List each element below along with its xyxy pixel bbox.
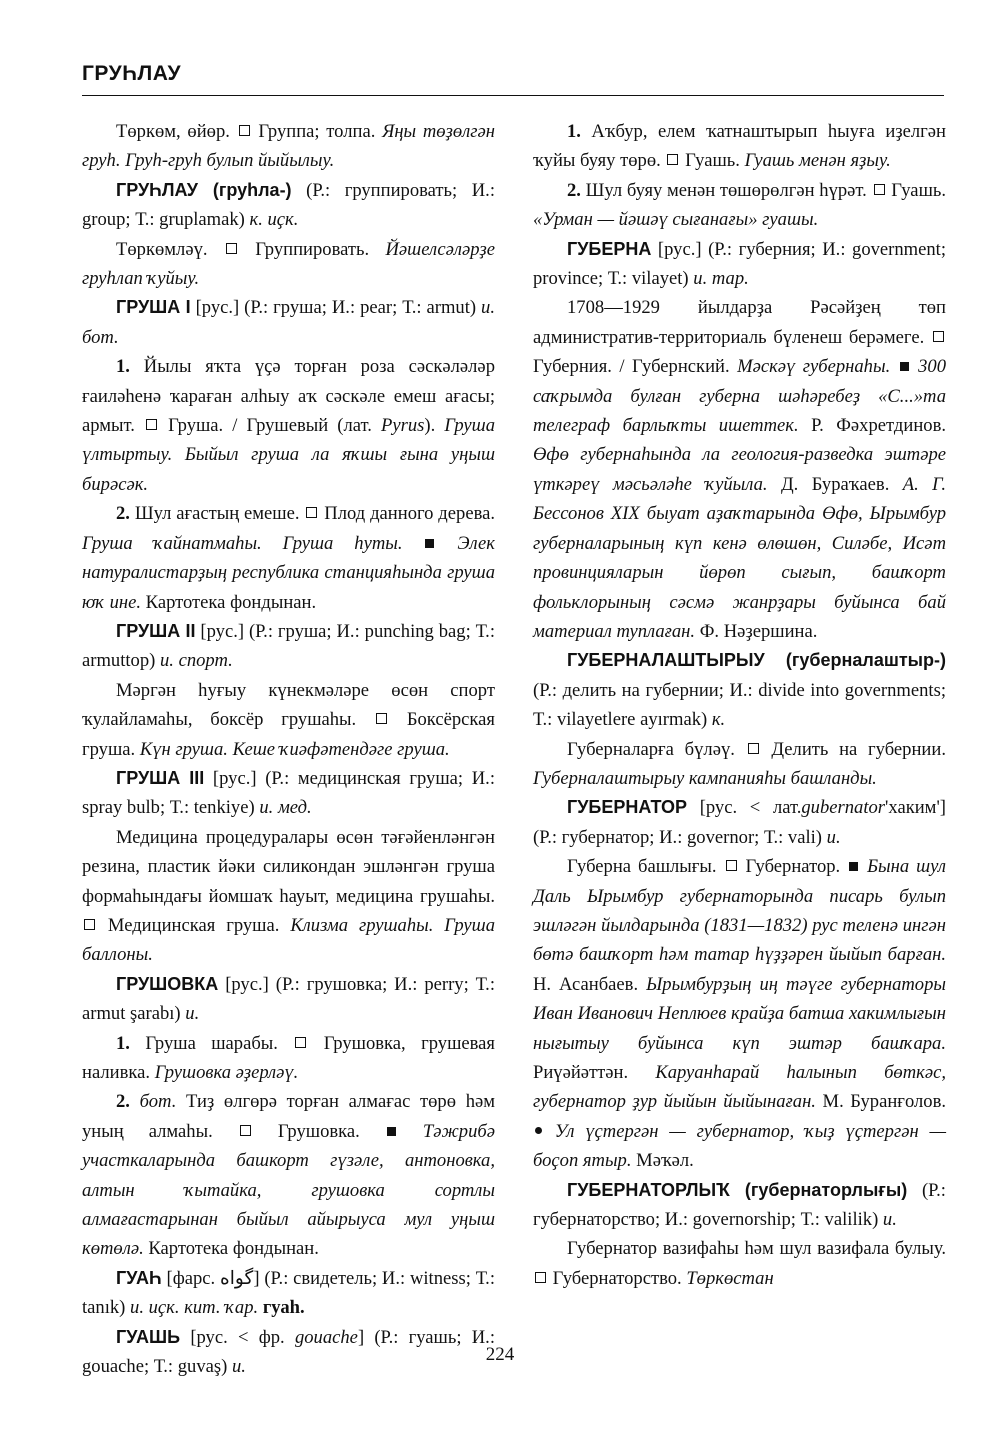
white-square-icon bbox=[376, 713, 387, 724]
white-square-icon bbox=[726, 860, 737, 871]
headword-entry: ГРУША I [рус.] (Р.: груша; И.: pear; Т.: armut) и. бот. bbox=[82, 297, 495, 348]
entry-paragraph: 2. Шул ағастың емеше. Плод данного дерева. Груша ҡайнатмаһы. Груша һуты. Элек натуралистарҙың республика станцияһында груша юҡ ине. Картотека фондынан. bbox=[82, 503, 496, 613]
header-rule bbox=[82, 95, 944, 96]
headword-entry: ГУБЕРНАЛАШТЫРЫУ (губерналаштыр-) (Р.: делить на губернии; И.: divide into governments; Т.: vilayetlere ayırmak) к. bbox=[533, 650, 946, 731]
entry-paragraph: 1. Аҡбур, елем ҡатнаштырып һыуға иҙелгән ҡуйы буяу төрө. Гуашь. Гуашь менән яҙыу. bbox=[533, 121, 946, 172]
entry-paragraph: Мәргән һуғыу күнекмәләре өсөн спорт ҡулайламаһы, боксёр грушаһы. Боксёрская груша. Күн груша. Кеше ҡиәфәтендәге груша. bbox=[82, 679, 495, 760]
headword-entry: ГУБЕРНАТОРЛЫҠ (губернаторлығы) (Р.: губернаторство; И.: governorship; Т.: valilik) и. bbox=[533, 1179, 946, 1231]
white-square-icon bbox=[306, 507, 317, 518]
white-square-icon bbox=[748, 743, 759, 754]
entry-paragraph: 2. Шул буяу менән төшөрөлгән һүрәт. Гуашь. «Урман — йәшәү сығанағы» гуашы. bbox=[533, 179, 947, 231]
white-square-icon bbox=[295, 1037, 306, 1048]
headword-entry: ГРУША III [рус.] (Р.: медицинская груша; И.: spray bulb; Т.: tenkiye) и. мед. bbox=[82, 767, 495, 819]
entry-paragraph: Төркөмләү. Группировать. Йәшелсәләрҙе груһлап ҡуйыу. bbox=[82, 238, 496, 290]
white-square-icon bbox=[874, 184, 885, 195]
entry-paragraph: Төркөм, өйөр. Группа; толпа. Яңы төҙөлгән груһ. Груһ-груһ булып йыйылыу. bbox=[82, 121, 495, 172]
white-square-icon bbox=[226, 243, 237, 254]
white-square-icon bbox=[933, 331, 944, 342]
headword-entry: ГУАҺ [фарс. گواه] (Р.: свидетель; И.: witness; Т.: tanık) и. иҫк. кит. ҡар. гуаһ. bbox=[82, 1267, 495, 1319]
bullet-icon bbox=[535, 1127, 542, 1134]
left-column bbox=[82, 117, 495, 1381]
black-square-icon bbox=[900, 362, 909, 371]
entry-paragraph: 1708—1929 йылдарҙа Рәсәйҙең төп административ-территориаль бүленеш берәмеге. Губерния. / Губернский. Мәскәү губернаһы. 300 саҡрымда булған губерна шәһәребеҙ «С...»та телеграф барлыҡты ишеттек. Р. Фәхретдинов. Өфө губернаһында ла геология-разведка эштәре үткәреү мәсьәләһе ҡуйыла. Д. Бураҡаев. А. Г. Бессонов XIX быуат аҙаҡтарында Өфө, Ырымбур губерналарының күп кенә өлөшөн, Силәбе, Исәт провинцияларын йөрөп сығып, башҡорт фольклорының сәсмә жанрҙары буйынса бай материал туплаған. Ф. Нәҙершина. bbox=[533, 297, 946, 642]
white-square-icon bbox=[239, 125, 250, 136]
entry-paragraph: Губерна башлығы. Губернатор. Бына шул Даль Ырымбур губернаторында писарь булып эшләгән йылдарында (1831—1832) рус теленә ингән бөтә башҡорт һәм татар һүҙҙәрен йыйып барған. Н. Асанбаев. Ырымбурҙың иң тәүге губернаторы Иван Иванович Неплюев крайҙа батша хакимлығын нығытыу буйынса күп эштәр башҡара. Риүәйәттән. Каруанһарай һалынып бөткәс, губернатор ҙур йыйын йыйынаған. М. Буранғолов. Ул үҫтергән — губернатор, ҡыҙ үҫтергән — боҫоп ятыр. Мәҡәл. bbox=[533, 856, 947, 1172]
headword-entry: ГРУША II [рус.] (Р.: груша; И.: punching bag; Т.: armuttop) и. спорт. bbox=[82, 620, 495, 672]
white-square-icon bbox=[146, 419, 157, 430]
black-square-icon bbox=[425, 539, 434, 548]
black-square-icon bbox=[849, 862, 858, 871]
entry-paragraph: Губернатор вазифаһы һәм шул вазифала булыу. Губернаторство. Төркөстан bbox=[533, 1234, 946, 1293]
right-column bbox=[533, 117, 946, 1293]
black-square-icon bbox=[387, 1127, 396, 1136]
entry-paragraph: 1. Груша шарабы. Грушовка, грушевая наливка. Грушовка әҙерләү. bbox=[82, 1032, 495, 1083]
running-head: ГРУҺЛАУ bbox=[82, 62, 182, 85]
entry-paragraph: 2. бот. Тиҙ өлгөрә торған алмағас төрө һәм уның алмаһы. Грушовка. Тәжрибә участкаларында башкорт гүзәле, антоновка, алтын ҡытайка, грушовка сортлы алмағастарынан быйыл айырыуса мул уңыш көтөлә. Картотека фондынан. bbox=[82, 1091, 496, 1260]
headword-entry: ГРУҺЛАУ (груһла-) (Р.: группировать; И.: group; Т.: gruplamak) к. иҫк. bbox=[82, 179, 495, 231]
headword-entry: ГУБЕРНА [рус.] (Р.: губерния; И.: government; province; Т.: vilayet) и. тар. bbox=[533, 238, 946, 290]
entry-paragraph: Медицина процедуралары өсөн тәғәйенләнгән резина, пластик йәки силикондан эшләнгән груша формаһындағы йомшаҡ һауыт, медицина грушаһы. Медицинская груша. Клизма грушаһы. Груша баллоны. bbox=[82, 826, 495, 966]
white-square-icon bbox=[84, 919, 95, 930]
white-square-icon bbox=[240, 1125, 251, 1136]
headword-entry: ГУАШЬ [рус. < фр. gouache] (Р.: гуашь; И.: gouache; Т.: guvaş) и. bbox=[82, 1326, 495, 1378]
white-square-icon bbox=[667, 154, 678, 165]
white-square-icon bbox=[535, 1272, 546, 1283]
headword-entry: ГРУШОВКА [рус.] (Р.: грушовка; И.: perry; Т.: armut şarabı) и. bbox=[82, 973, 495, 1025]
headword-entry: ГУБЕРНАТОР [рус. < лат.gubernator'хаким'] (Р.: губернатор; И.: governor; Т.: vali) и. bbox=[533, 797, 946, 848]
entry-paragraph: Губерналарға бүләү. Делить на губернии. Губерналаштырыу кампанияһы башланды. bbox=[533, 738, 946, 789]
page-number: 224 bbox=[485, 1344, 515, 1365]
entry-paragraph: 1. Йылы яҡта үҫә торған роза сәскәләләр ғаиләһенә ҡараған алһыу аҡ сәскәле емеш ағасы; армыт. Груша. / Грушевый (лат. Pyrus). Груша үлтыртыу. Быйыл груша ла яҡшы ғына уңыш бирәсәк. bbox=[82, 356, 496, 495]
